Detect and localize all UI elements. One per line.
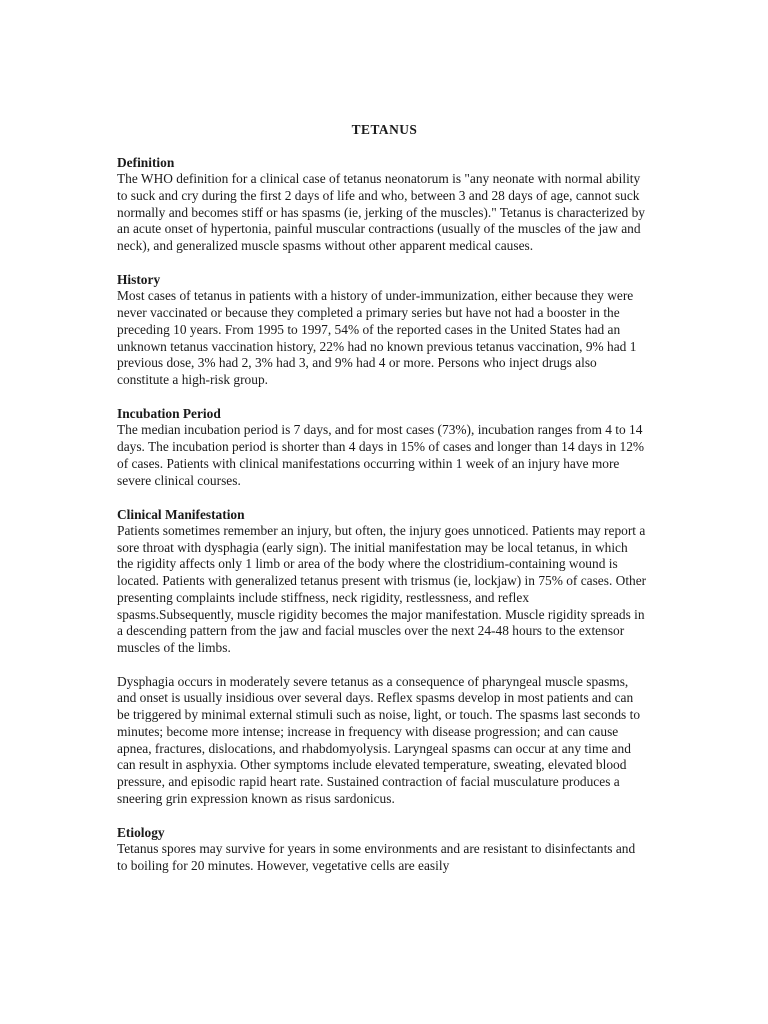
section-heading: Definition [117,155,175,170]
section-incubation-period [117,405,647,489]
section-paragraph: The WHO definition for a clinical case of tetanus neonatorum is "any neonate with normal ability to suck and cry during the first 2 days of life and who, between 3 and 28 days of age, cannot suck normally and becomes stiff or has spasms (ie, jerking of the muscles)." Tetanus is characterized by an acute onset of hypertonia, painful muscular contractions (usually of the muscles of the jaw and neck), and generalized muscle spasms without other apparent medical causes. [117,171,645,253]
section-paragraph: Tetanus spores may survive for years in some environments and are resistant to disinfectants and to boiling for 20 minutes. However, vegetative cells are easily [117,841,636,873]
document-page [117,121,647,891]
section-heading: Etiology [117,825,165,840]
section-paragraph: Patients sometimes remember an injury, but often, the injury goes unnoticed. Patients may report a sore throat with dysphagia (early sign). The initial manifestation may be local tetanus, in which the rigidity affects only 1 limb or area of the body where the clostridium-containing wound is located. Patients with generalized tetanus present with trismus (ie, lockjaw) in 75% of cases. Other presenting complaints include stiffness, neck rigidity, restlessness, and reflex spasms.Subsequently, muscle rigidity becomes the major manifestation. Muscle rigidity spreads in a descending pattern from the jaw and facial muscles over the next 24-48 hours to the extensor muscles of the limbs. [117,522,647,655]
section-etiology [117,824,647,875]
section-definition [117,154,647,255]
section-paragraph: Most cases of tetanus in patients with a history of under-immunization, either because they were never vaccinated or because they completed a primary series but have not had a booster in the preceding 10 years. From 1995 to 1997, 54% of the reported cases in the United States had an unknown tetanus vaccination history, 22% had no known previous tetanus vaccination, 9% had 1 previous dose, 3% had 2, 3% had 3, and 9% had 4 or more. Persons who inject drugs also constitute a high-risk group. [117,288,637,387]
section-heading: Incubation Period [117,406,221,422]
section-heading: History [117,272,161,288]
section-paragraph: Dysphagia occurs in moderately severe tetanus as a consequence of pharyngeal muscle spasms, and onset is usually insidious over several days. Reflex spasms develop in most patients and can be triggered by minimal external stimuli such as noise, light, or touch. The spasms last seconds to minutes; become more intense; increase in frequency with disease progression; and can cause apnea, fractures, dislocations, and rhabdomyolysis. Laryngeal spasms can occur at any time and can result in asphyxia. Other symptoms include elevated temperature, sweating, elevated blood pressure, and episodic rapid heart rate. Sustained contraction of facial musculature produces a sneering grin expression known as risus sardonicus. [117,673,641,806]
section-clinical-manifestation [117,506,647,808]
section-heading: Clinical Manifestation [117,506,245,522]
section-history [117,271,647,389]
document-title: TETANUS [351,122,418,137]
section-paragraph: The median incubation period is 7 days, and for most cases (73%), incubation ranges from 4 to 14 days. The incubation period is shorter than 4 days in 15% of cases and longer than 14 days in 12% of cases. Patients with clinical manifestations occurring within 1 week of an injury have more severe clinical courses. [117,422,645,488]
